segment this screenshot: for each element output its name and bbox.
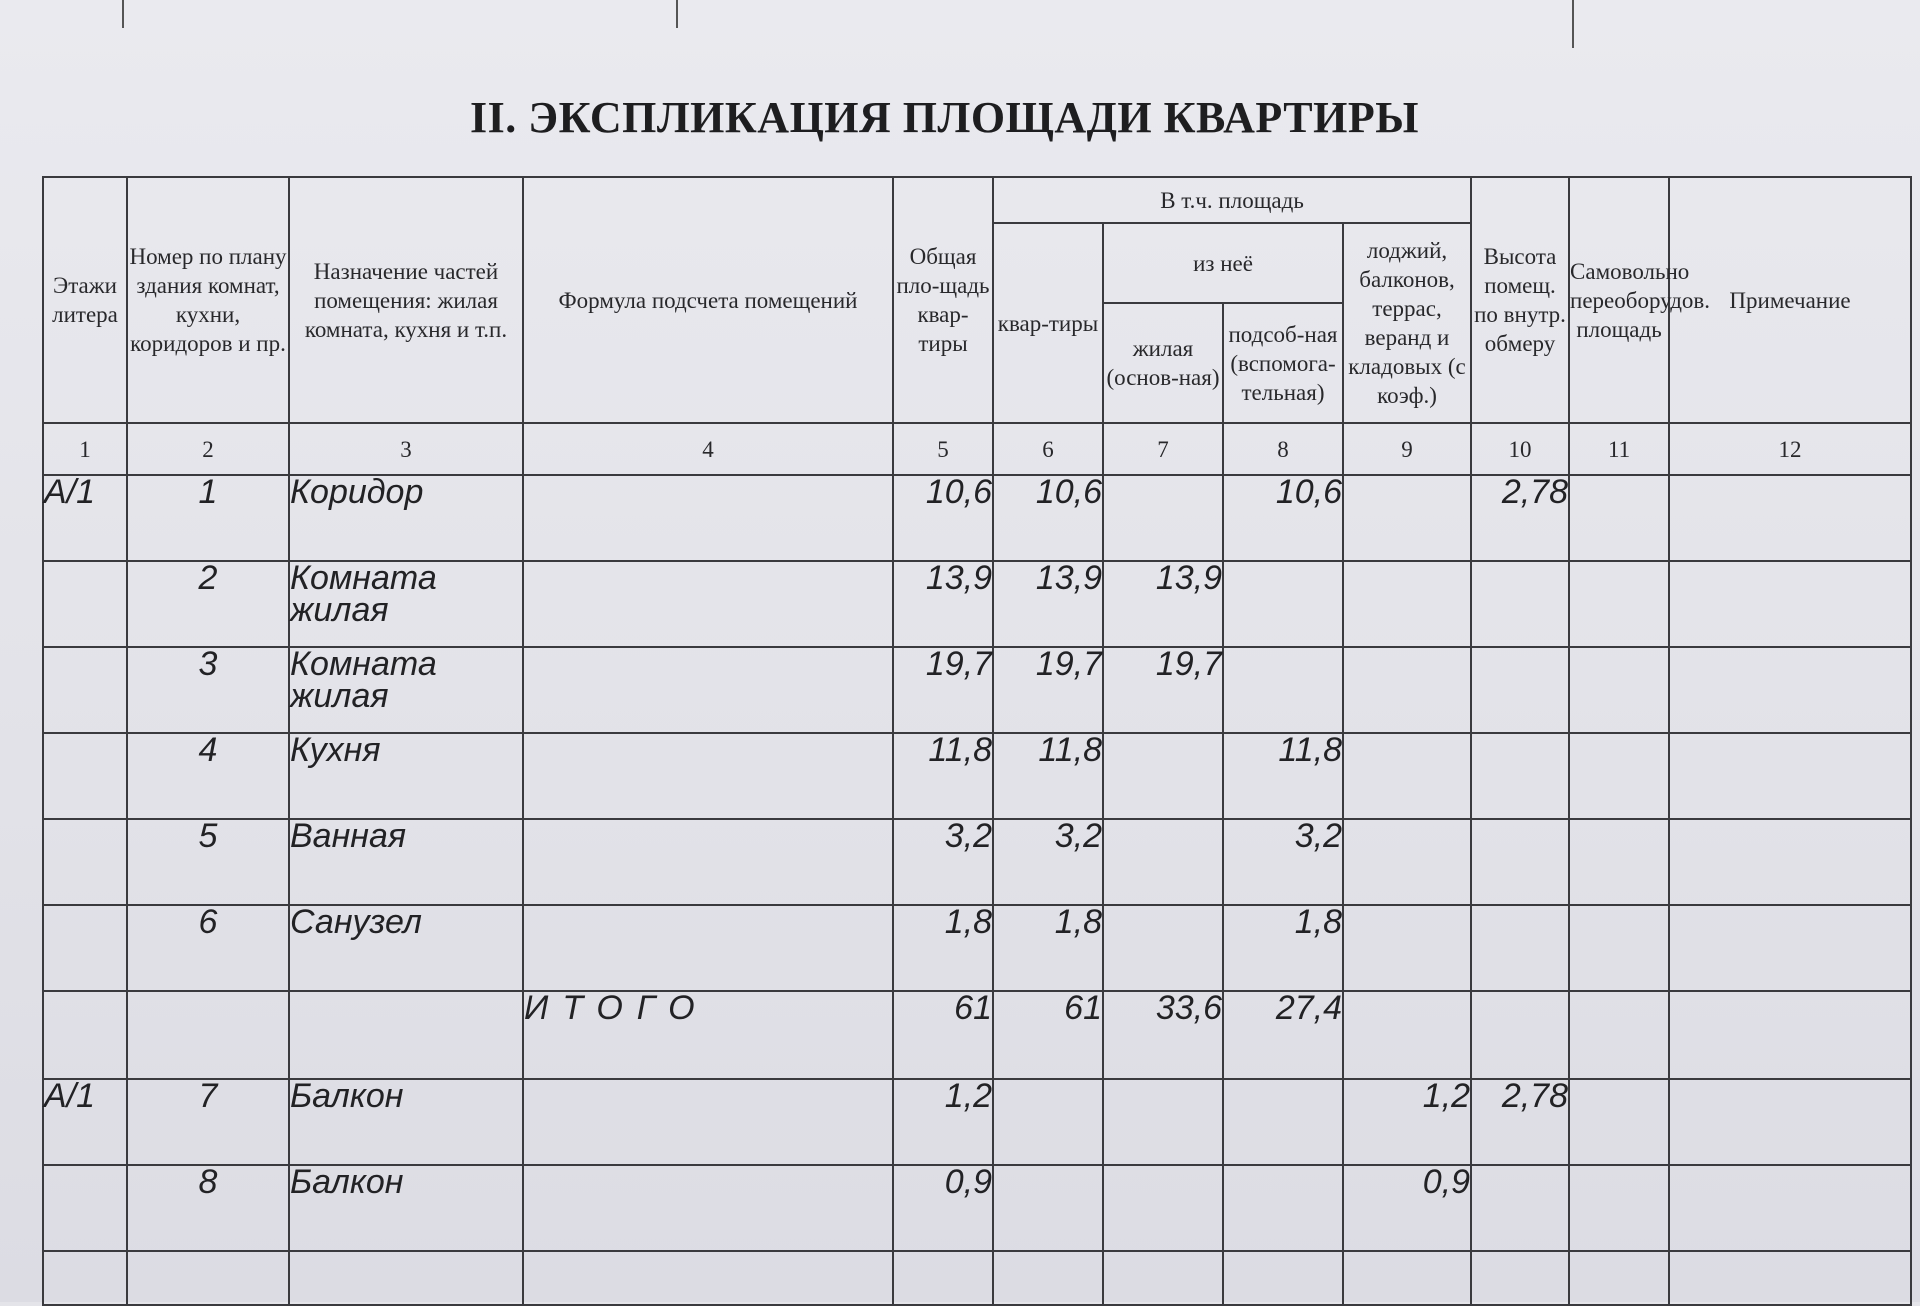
- total-auxiliary-area: 27,4: [1223, 991, 1343, 1079]
- total-label: ИТОГО: [523, 991, 893, 1079]
- cell-room-number: 8: [127, 1165, 289, 1251]
- cell-formula: [523, 733, 893, 819]
- cell-note: [1669, 905, 1911, 991]
- cell-balcony-area: [1343, 819, 1471, 905]
- header-floor: Этажи литера: [43, 177, 127, 423]
- cell-formula: [523, 1165, 893, 1251]
- cell-auxiliary-area: 1,8: [1223, 905, 1343, 991]
- cell-note: [1669, 475, 1911, 561]
- cell-auxiliary-area: 10,6: [1223, 475, 1343, 561]
- cell-apartment-area: 19,7: [993, 647, 1103, 733]
- cell-note: [1669, 647, 1911, 733]
- cell-living-area: [1103, 1079, 1223, 1165]
- cell-unauthorized: [1569, 1079, 1669, 1165]
- cell-room-number: 4: [127, 733, 289, 819]
- cell-empty: [1103, 1251, 1223, 1305]
- header-auxiliary: подсоб-ная (вспомога-тельная): [1223, 303, 1343, 423]
- cell-room-name: Балкон: [289, 1165, 523, 1251]
- cell-total-area: 19,7: [893, 647, 993, 733]
- header-row: [43, 177, 1911, 223]
- column-number: 5: [893, 423, 993, 475]
- table-row: [43, 733, 1911, 819]
- cell-height: 2,78: [1471, 475, 1569, 561]
- cell-height: 2,78: [1471, 1079, 1569, 1165]
- table-row: [43, 819, 1911, 905]
- cell-apartment-area: [993, 1079, 1103, 1165]
- cell-height: [1471, 1165, 1569, 1251]
- cell-formula: [523, 647, 893, 733]
- cell-auxiliary-area: 3,2: [1223, 819, 1343, 905]
- cell-unauthorized: [1569, 561, 1669, 647]
- total-living-area: 33,6: [1103, 991, 1223, 1079]
- cell-room-name: Кухня: [289, 733, 523, 819]
- cell-living-area: [1103, 733, 1223, 819]
- header-unauthorized: Самовольно переоборудов. площадь: [1569, 177, 1669, 423]
- header-apartment: квар-тиры: [993, 223, 1103, 423]
- cell-floor: [43, 733, 127, 819]
- column-number: 8: [1223, 423, 1343, 475]
- total-row: [43, 991, 1911, 1079]
- cell-unauthorized: [1569, 905, 1669, 991]
- header-subgroup: из неё: [1103, 223, 1343, 303]
- cell-total-area: 1,8: [893, 905, 993, 991]
- cell-auxiliary-area: [1223, 1079, 1343, 1165]
- cell-note: [1669, 819, 1911, 905]
- cell-height: [1471, 561, 1569, 647]
- cell-floor: А/1: [43, 475, 127, 561]
- cell-note: [1669, 1165, 1911, 1251]
- ruling-mark: [122, 0, 124, 28]
- explication-table: [42, 176, 1912, 1306]
- cell-room-number: 6: [127, 905, 289, 991]
- cell-empty: [1669, 1251, 1911, 1305]
- cell-height: [1471, 905, 1569, 991]
- cell-room-name: [289, 991, 523, 1079]
- header-total-area: Общая пло-щадь квар-тиры: [893, 177, 993, 423]
- cell-apartment-area: 11,8: [993, 733, 1103, 819]
- column-number: 2: [127, 423, 289, 475]
- cell-floor: [43, 647, 127, 733]
- cell-room-name: Санузел: [289, 905, 523, 991]
- cell-room-number: 7: [127, 1079, 289, 1165]
- cell-room-name: Балкон: [289, 1079, 523, 1165]
- cell-unauthorized: [1569, 1165, 1669, 1251]
- cell-total-area: 1,2: [893, 1079, 993, 1165]
- cell-height: [1471, 991, 1569, 1079]
- column-number: 10: [1471, 423, 1569, 475]
- cell-room-number: [127, 991, 289, 1079]
- cell-living-area: 13,9: [1103, 561, 1223, 647]
- cell-auxiliary-area: [1223, 1165, 1343, 1251]
- cell-total-area: 13,9: [893, 561, 993, 647]
- header-purpose: Назначение частей помещения: жилая комната, кухня и т.п.: [289, 177, 523, 423]
- table-row: [43, 475, 1911, 561]
- cell-note: [1669, 991, 1911, 1079]
- column-number: 7: [1103, 423, 1223, 475]
- cell-floor: [43, 905, 127, 991]
- cell-living-area: [1103, 905, 1223, 991]
- header-formula: Формула подсчета помещений: [523, 177, 893, 423]
- cell-room-name: Комната жилая: [289, 561, 523, 647]
- cell-balcony-area: [1343, 991, 1471, 1079]
- cell-floor: [43, 561, 127, 647]
- cell-living-area: [1103, 1165, 1223, 1251]
- cell-note: [1669, 733, 1911, 819]
- cell-formula: [523, 905, 893, 991]
- cell-living-area: [1103, 475, 1223, 561]
- cell-apartment-area: 3,2: [993, 819, 1103, 905]
- cell-apartment-area: [993, 1165, 1103, 1251]
- cell-living-area: 19,7: [1103, 647, 1223, 733]
- header-note: Примечание: [1669, 177, 1911, 423]
- cell-empty: [1343, 1251, 1471, 1305]
- table-row: [43, 1165, 1911, 1251]
- cell-formula: [523, 561, 893, 647]
- cell-empty: [1471, 1251, 1569, 1305]
- cell-balcony-area: [1343, 475, 1471, 561]
- column-number-row: [43, 423, 1911, 475]
- cell-empty: [523, 1251, 893, 1305]
- ruling-mark: [1572, 0, 1574, 48]
- cell-apartment-area: 10,6: [993, 475, 1103, 561]
- table-row-empty: [43, 1251, 1911, 1305]
- cell-balcony-area: 0,9: [1343, 1165, 1471, 1251]
- header-living: жилая (основ-ная): [1103, 303, 1223, 423]
- cell-height: [1471, 819, 1569, 905]
- cell-auxiliary-area: [1223, 561, 1343, 647]
- cell-room-number: 3: [127, 647, 289, 733]
- cell-floor: [43, 819, 127, 905]
- cell-height: [1471, 647, 1569, 733]
- cell-unauthorized: [1569, 991, 1669, 1079]
- cell-empty: [993, 1251, 1103, 1305]
- header-group-area: В т.ч. площадь: [993, 177, 1471, 223]
- cell-room-name: Комната жилая: [289, 647, 523, 733]
- total-area: 61: [893, 991, 993, 1079]
- cell-room-name: Ванная: [289, 819, 523, 905]
- cell-room-number: 5: [127, 819, 289, 905]
- cell-empty: [1223, 1251, 1343, 1305]
- column-number: 11: [1569, 423, 1669, 475]
- column-number: 4: [523, 423, 893, 475]
- cell-room-number: 1: [127, 475, 289, 561]
- cell-total-area: 0,9: [893, 1165, 993, 1251]
- cell-balcony-area: [1343, 733, 1471, 819]
- cell-living-area: [1103, 819, 1223, 905]
- cell-height: [1471, 733, 1569, 819]
- cell-balcony-area: [1343, 905, 1471, 991]
- cell-total-area: 10,6: [893, 475, 993, 561]
- cell-empty: [127, 1251, 289, 1305]
- cell-room-number: 2: [127, 561, 289, 647]
- cell-empty: [289, 1251, 523, 1305]
- cell-floor: [43, 1165, 127, 1251]
- cell-balcony-area: [1343, 561, 1471, 647]
- cell-note: [1669, 1079, 1911, 1165]
- header-height: Высота помещ. по внутр. обмеру: [1471, 177, 1569, 423]
- cell-apartment-area: 13,9: [993, 561, 1103, 647]
- cell-empty: [1569, 1251, 1669, 1305]
- cell-formula: [523, 475, 893, 561]
- cell-note: [1669, 561, 1911, 647]
- table-row: [43, 1079, 1911, 1165]
- cell-unauthorized: [1569, 819, 1669, 905]
- table-row: [43, 647, 1911, 733]
- ruling-mark: [676, 0, 678, 28]
- cell-room-name: Коридор: [289, 475, 523, 561]
- cell-formula: [523, 1079, 893, 1165]
- cell-total-area: 11,8: [893, 733, 993, 819]
- column-number: 9: [1343, 423, 1471, 475]
- cell-balcony-area: [1343, 647, 1471, 733]
- table-row: [43, 905, 1911, 991]
- total-apartment-area: 61: [993, 991, 1103, 1079]
- column-number: 12: [1669, 423, 1911, 475]
- column-number: 3: [289, 423, 523, 475]
- cell-apartment-area: 1,8: [993, 905, 1103, 991]
- header-number: Номер по плану здания комнат, кухни, коридоров и пр.: [127, 177, 289, 423]
- column-number: 1: [43, 423, 127, 475]
- cell-auxiliary-area: [1223, 647, 1343, 733]
- cell-balcony-area: 1,2: [1343, 1079, 1471, 1165]
- column-number: 6: [993, 423, 1103, 475]
- cell-formula: [523, 819, 893, 905]
- header-balcony: лоджий, балконов, террас, веранд и кладовых (с коэф.): [1343, 223, 1471, 423]
- cell-empty: [893, 1251, 993, 1305]
- cell-auxiliary-area: 11,8: [1223, 733, 1343, 819]
- table-row: [43, 561, 1911, 647]
- cell-unauthorized: [1569, 475, 1669, 561]
- cell-unauthorized: [1569, 733, 1669, 819]
- cell-unauthorized: [1569, 647, 1669, 733]
- cell-total-area: 3,2: [893, 819, 993, 905]
- cell-floor: А/1: [43, 1079, 127, 1165]
- page-title: II. ЭКСПЛИКАЦИЯ ПЛОЩАДИ КВАРТИРЫ: [470, 93, 1419, 142]
- cell-floor: [43, 991, 127, 1079]
- cell-empty: [43, 1251, 127, 1305]
